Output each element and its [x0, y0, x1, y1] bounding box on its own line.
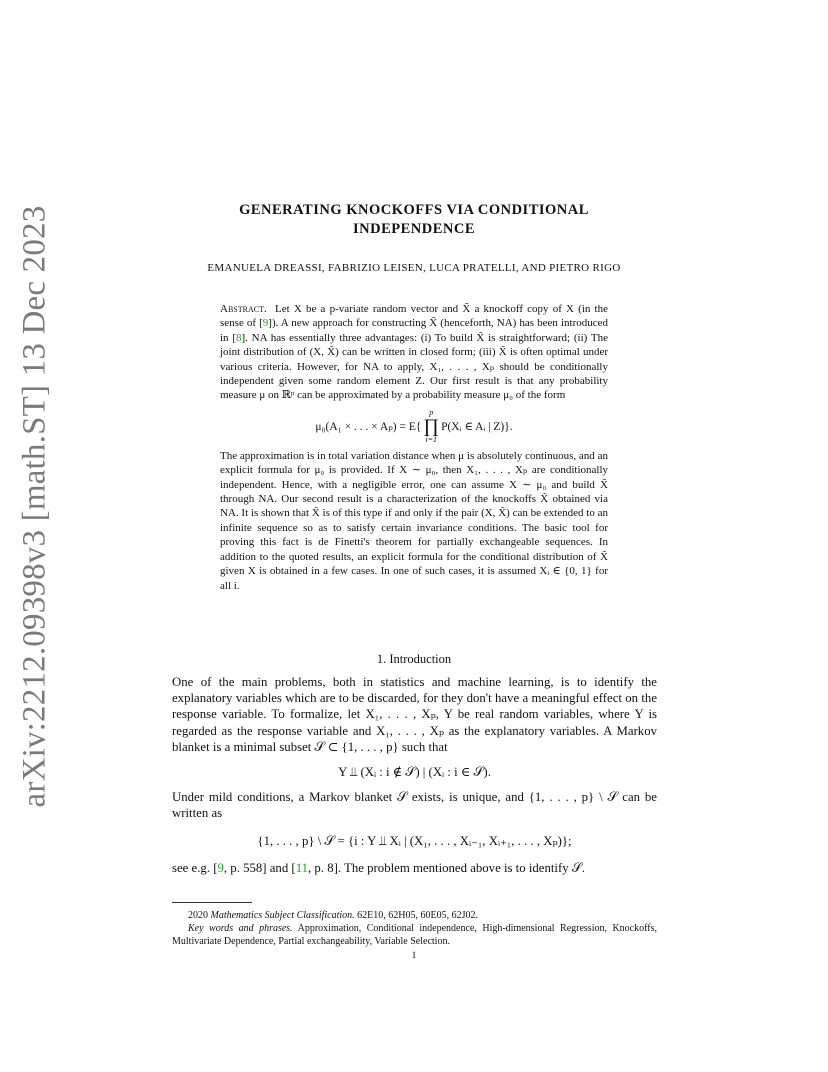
- citation-link[interactable]: 8: [236, 331, 242, 344]
- product-upper-limit: p: [429, 408, 434, 418]
- body-text: , p. 558] and [: [223, 860, 296, 875]
- abstract-equation: [220, 409, 608, 445]
- body-paragraph-2: Under mild conditions, a Markov blanket 𝒮 exists, is unique, and {1, . . . , p} \ 𝒮 can be written as: [172, 790, 657, 821]
- citation-link[interactable]: 9: [217, 860, 224, 875]
- footnote-value: 62E10, 62H05, 60E05, 62J02.: [354, 910, 478, 921]
- body-text: , p. 8]. The problem mentioned above is to identify 𝒮.: [308, 860, 585, 875]
- title-line-2: INDEPENDENCE: [352, 221, 475, 237]
- abstract-text-2: ]). A new approach for constructing X̃ (henceforth, NA) has been introduced in [: [220, 317, 608, 344]
- page-number: 1: [411, 951, 417, 961]
- equation-rhs: P(Xᵢ ∈ Aᵢ | Z)}.: [441, 420, 513, 433]
- paper-title: [172, 201, 656, 239]
- footnotes: [172, 909, 657, 948]
- footnote-keywords: [172, 922, 657, 948]
- abstract-paragraph-1: [220, 302, 608, 403]
- abstract-paragraph-2: The approximation is in total variation distance when μ is absolutely continuous, and an explicit formula for μ₀ is provided. If X ∼ μ₀, then X₁, . . . , Xₚ are conditionally independent. Hence, with a negligible error, one can assume X ∼ μ₀ and build X̃ through NA. Our second result is a characterization of the knockoffs X̃ obtained via NA. It is shown that X̃ is of this type if and only if the pair (X, X̃) can be extended to an infinite sequence so as to satisfy certain invariance conditions. The basic tool for proving this fact is de Finetti's theorem for partially exchangeable sequences. In addition to the quoted results, an explicit formula for the conditional distribution of X̃ given X is obtained in a few cases. In one of such cases, it is assumed Xᵢ ∈ {0, 1} for all i.: [220, 449, 608, 592]
- footnote-msc: [172, 909, 657, 922]
- product-glyph: ∏: [423, 416, 440, 438]
- arxiv-stamp: [6, 205, 64, 807]
- citation-link[interactable]: 9: [262, 317, 269, 330]
- footnote-value: Approximation, Conditional independence, High-dimensional Regression, Knockoffs, Multivariate Dependence, Partial exchangeability, Variable Selection.: [172, 923, 657, 947]
- section-heading: 1. Introduction: [376, 652, 452, 666]
- body-paragraph-1: One of the main problems, both in statistics and machine learning, is to identify the explanatory variables which are to be discarded, for they don't have a meaningful effect on the response variable. To formalize, let X₁, . . . , Xₚ, Y be real random variables, where Y is regarded as the response variable and X₁, . . . , Xₚ as the explanatory variables. A Markov blanket is a minimal subset 𝒮 ⊂ {1, . . . , p} such that: [172, 675, 657, 754]
- title-line-1: GENERATING KNOCKOFFS VIA CONDITIONAL: [239, 202, 589, 218]
- footnote-year: 2020: [188, 910, 211, 921]
- display-equation-1: Y ⫫ (Xᵢ : i ∉ 𝒮) | (Xᵢ : i ∈ 𝒮).: [338, 765, 491, 780]
- abstract: [220, 302, 608, 593]
- abstract-text-1: Let X be a p-variate random vector and X̃ a knockoff copy of X (in the sense of [: [220, 303, 608, 330]
- body-text: see e.g. [: [172, 860, 218, 875]
- body-paragraph-3: [172, 860, 657, 876]
- author-list: EMANUELA DREASSI, FABRIZIO LEISEN, LUCA PRATELLI, AND PIETRO RIGO: [207, 262, 621, 274]
- footnote-label: Mathematics Subject Classification.: [210, 910, 355, 921]
- equation-lhs: μ₀(A₁ × . . . × Aₚ) = E{: [315, 420, 422, 433]
- abstract-label: Abstract.: [220, 303, 267, 315]
- footnote-divider: [172, 902, 252, 903]
- footnote-label: Key words and phrases.: [188, 923, 293, 934]
- product-symbol: [423, 409, 439, 444]
- display-equation-2: {1, . . . , p} \ 𝒮 = {i : Y ⫫ Xᵢ | (X₁, . . . , Xᵢ₋₁, Xᵢ₊₁, . . . , Xₚ)};: [257, 833, 572, 848]
- citation-link[interactable]: 11: [295, 860, 309, 875]
- product-lower-limit: i=1: [425, 435, 438, 445]
- arxiv-stamp-text: arXiv:2212.09398v3 [math.ST] 13 Dec 2023: [16, 205, 53, 807]
- abstract-text-3: ]. NA has essentially three advantages: (i) To build X̃ is straightforward; (ii) The joint distribution of (X, X̃) can be written in closed form; (iii) X̃ is often optimal under various criteria. However, for NA to apply, X₁, . . . , Xₚ should be conditionally independent given some random element Z. Our first result is that any probability measure μ on ℝᵖ can be approximated by a probability measure μ₀ of the form: [220, 331, 608, 402]
- section-body: [172, 674, 657, 876]
